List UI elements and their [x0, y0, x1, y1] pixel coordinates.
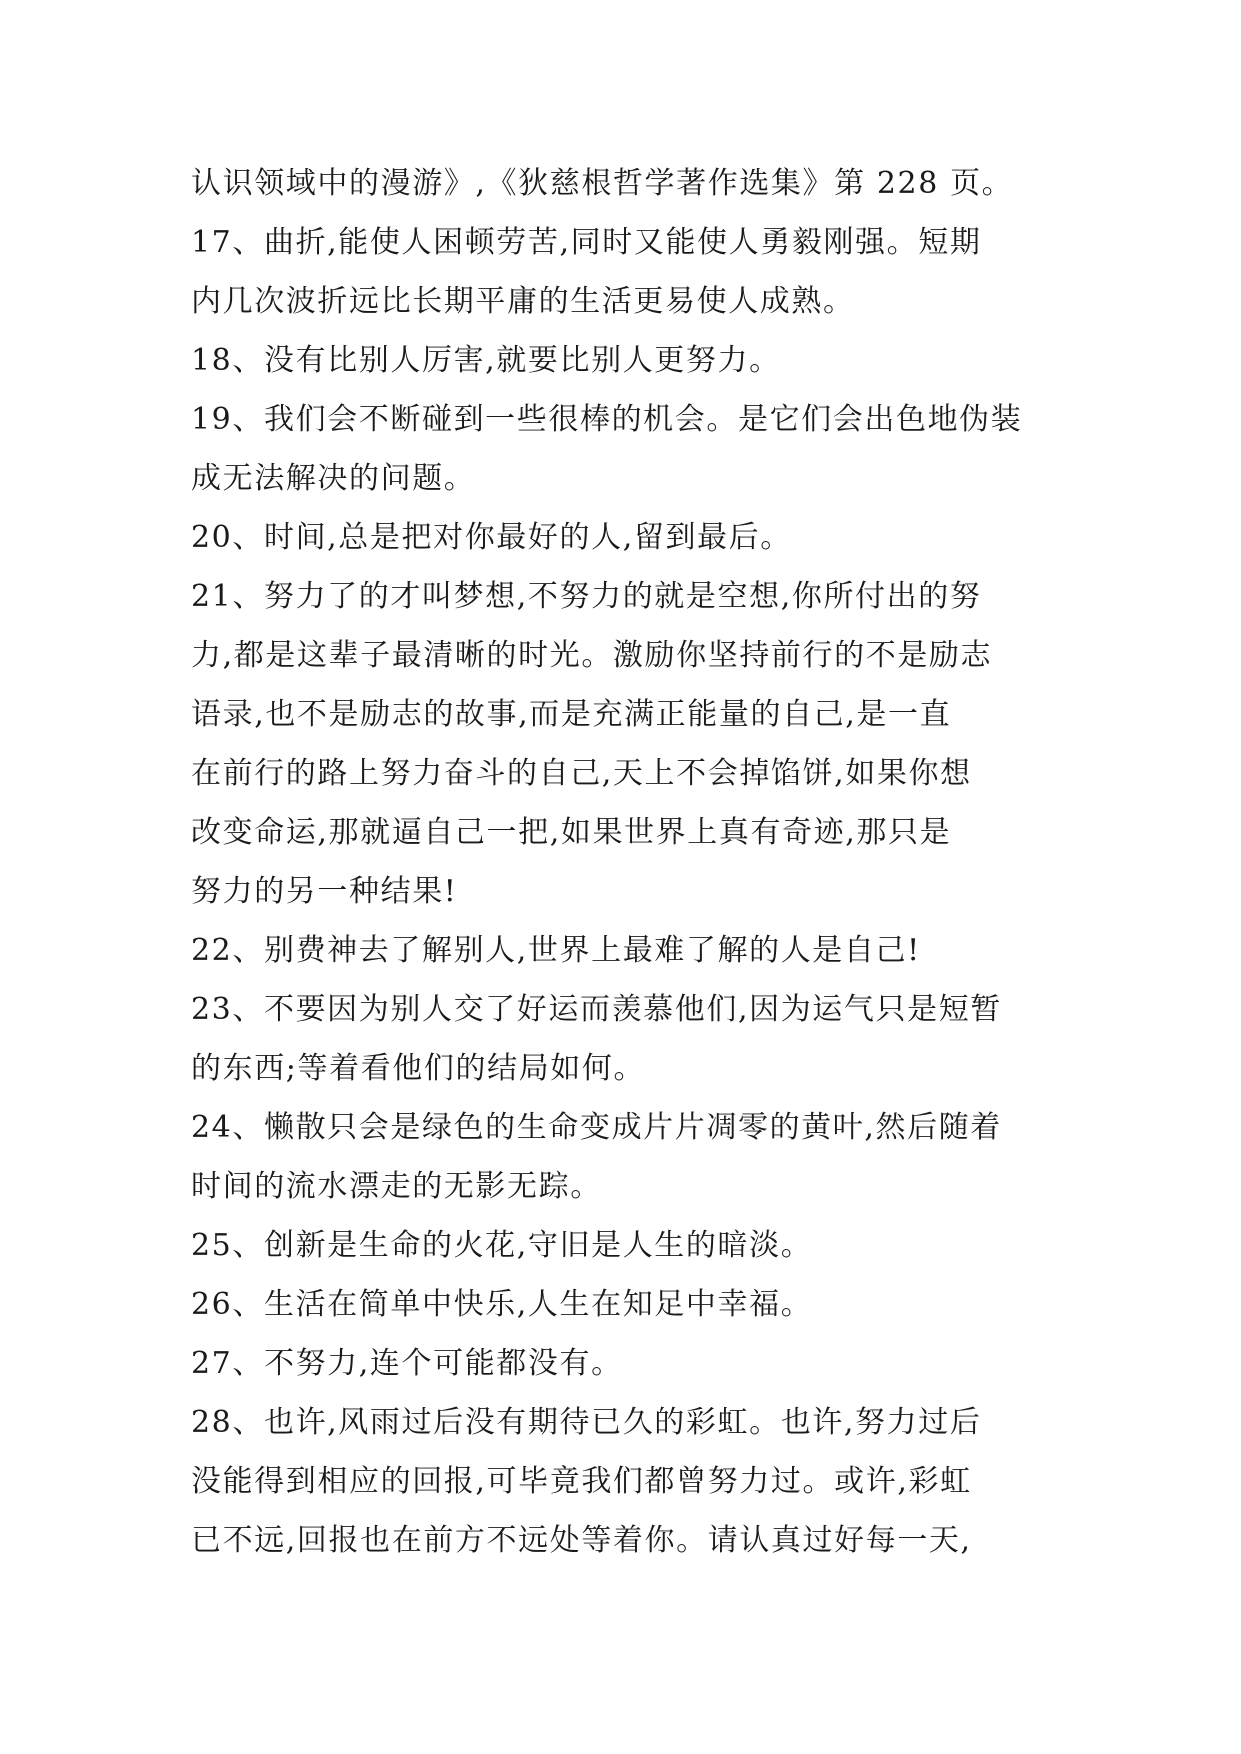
text-line: 17、曲折,能使人困顿劳苦,同时又能使人勇毅刚强。短期	[191, 225, 982, 260]
text-line: 成无法解决的问题。	[191, 461, 476, 496]
text-line: 27、不努力,连个可能都没有。	[191, 1346, 623, 1381]
text-line: 24、懒散只会是绿色的生命变成片片凋零的黄叶,然后随着	[191, 1110, 1002, 1145]
text-line: 的东西;等着看他们的结局如何。	[191, 1051, 646, 1086]
text-line: 努力的另一种结果!	[191, 874, 458, 909]
document-body	[191, 154, 1071, 1570]
text-line: 力,都是这辈子最清晰的时光。激励你坚持前行的不是励志	[191, 638, 993, 673]
text-line: 改变命运,那就逼自己一把,如果世界上真有奇迹,那只是	[191, 815, 952, 850]
text-line: 已不远,回报也在前方不远处等着你。请认真过好每一天,	[191, 1523, 972, 1558]
text-line: 23、不要因为别人交了好运而羡慕他们,因为运气只是短暂	[191, 992, 1002, 1027]
text-line: 没能得到相应的回报,可毕竟我们都曾努力过。或许,彩虹	[191, 1464, 972, 1499]
text-line: 28、也许,风雨过后没有期待已久的彩虹。也许,努力过后	[191, 1405, 982, 1440]
text-line: 认识领域中的漫游》,《狄慈根哲学著作选集》第 228 页。	[191, 166, 1014, 201]
text-line: 时间的流水漂走的无影无踪。	[191, 1169, 602, 1204]
text-line: 18、没有比别人厉害,就要比别人更努力。	[191, 343, 781, 378]
text-line: 语录,也不是励志的故事,而是充满正能量的自己,是一直	[191, 697, 952, 732]
text-line: 21、努力了的才叫梦想,不努力的就是空想,你所付出的努	[191, 579, 982, 614]
text-line: 在前行的路上努力奋斗的自己,天上不会掉馅饼,如果你想	[191, 756, 972, 791]
text-line: 22、别费神去了解别人,世界上最难了解的人是自己!	[191, 933, 921, 968]
text-line: 20、时间,总是把对你最好的人,留到最后。	[191, 520, 792, 555]
text-line: 内几次波折远比长期平庸的生活更易使人成熟。	[191, 284, 855, 319]
text-line: 19、我们会不断碰到一些很棒的机会。是它们会出色地伪装	[191, 402, 1023, 437]
text-line: 25、创新是生命的火花,守旧是人生的暗淡。	[191, 1228, 813, 1263]
text-line: 26、生活在简单中快乐,人生在知足中幸福。	[191, 1287, 813, 1322]
